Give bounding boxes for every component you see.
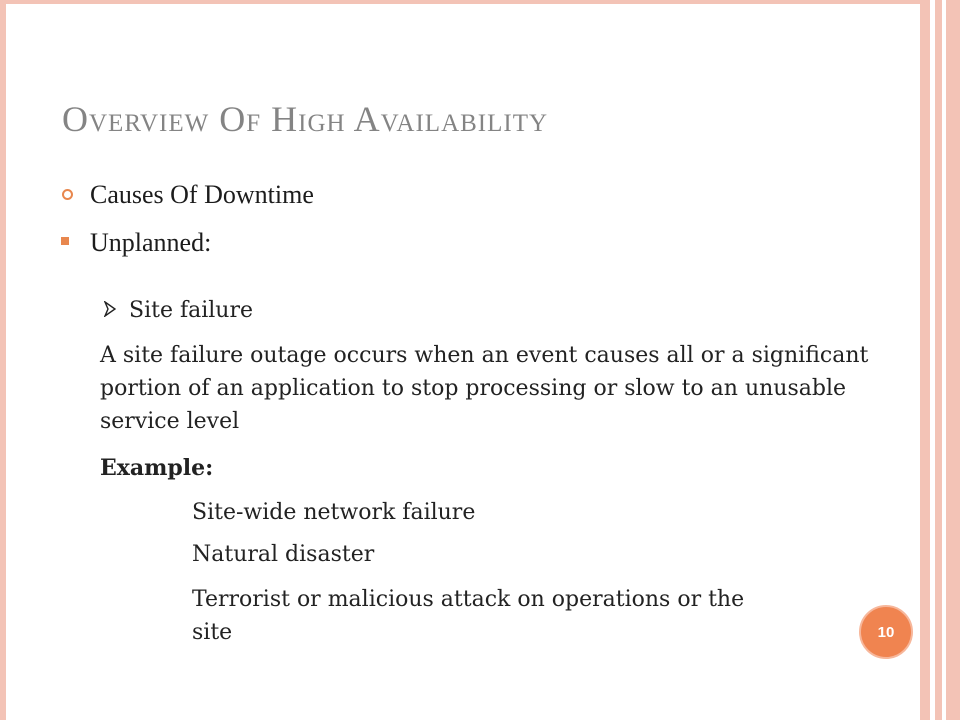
arrow-bullet-icon xyxy=(104,301,116,317)
example-label: Example: xyxy=(100,455,214,481)
square-bullet-icon xyxy=(61,237,69,245)
example-item: site xyxy=(192,620,233,645)
bullet-causes-of-downtime: Causes Of Downtime xyxy=(90,180,314,209)
circle-bullet-icon xyxy=(62,189,73,200)
decorative-stripe xyxy=(935,0,942,720)
slide-title: Overview Of High Availability xyxy=(62,99,549,139)
decorative-stripe xyxy=(946,0,960,720)
page-number-badge: 10 xyxy=(859,605,913,659)
example-item: Terrorist or malicious attack on operations or the xyxy=(192,587,745,612)
bullet-unplanned: Unplanned: xyxy=(90,228,212,257)
site-failure-description: A site failure outage occurs when an event causes all or a significant portion of an application to stop processing or slow to an unusable service level xyxy=(100,343,869,434)
sub-bullet-site-failure: Site failure xyxy=(129,298,253,323)
example-item: Site-wide network failure xyxy=(192,500,476,525)
example-item: Natural disaster xyxy=(192,542,375,567)
decorative-stripe xyxy=(920,0,930,720)
